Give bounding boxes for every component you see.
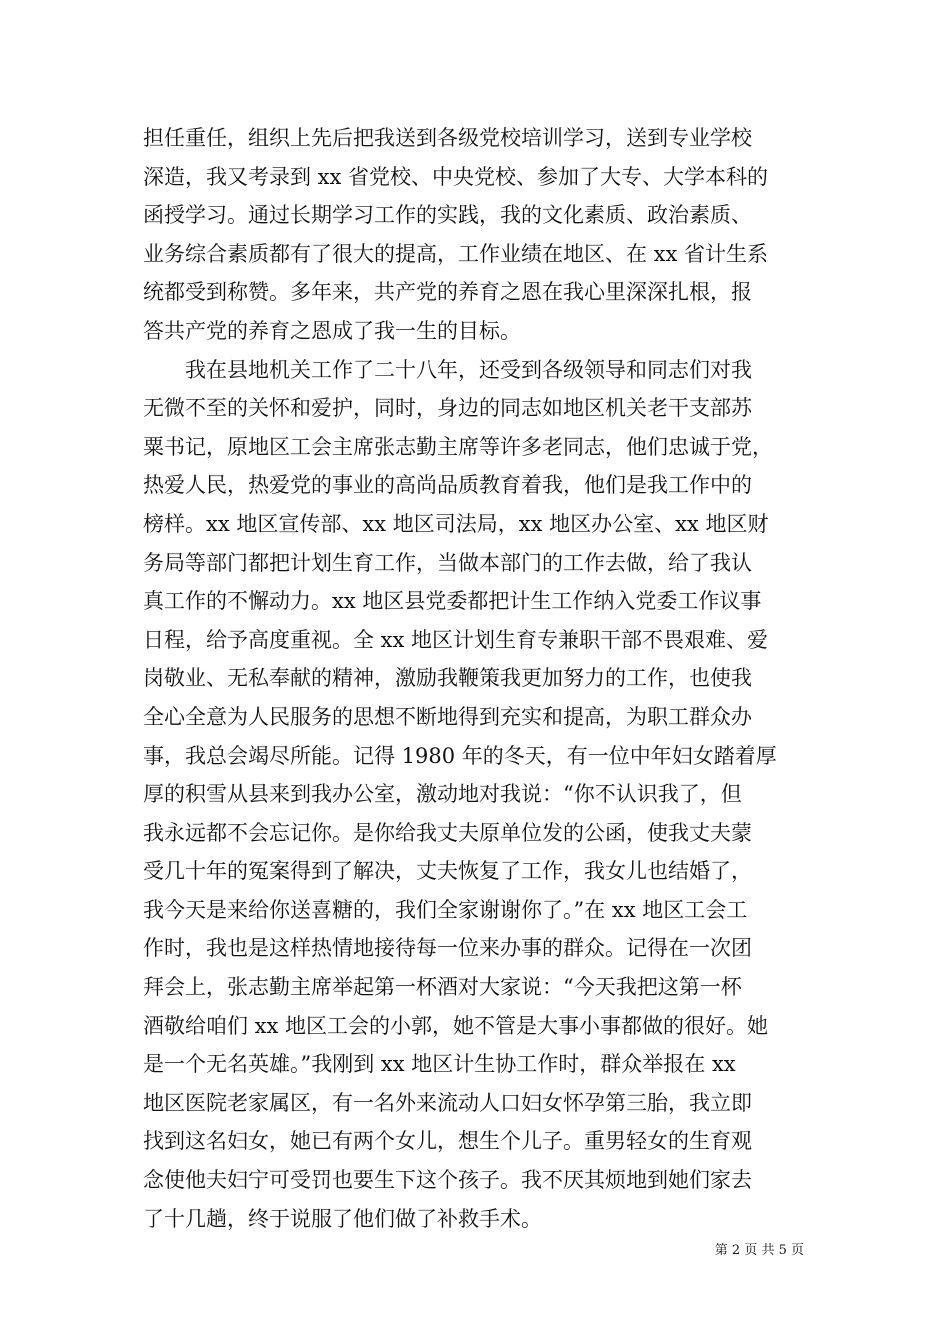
text-line: 函授学习。通过长期学习工作的实践，我的文化素质、政治素质、 [143, 203, 752, 228]
text-line: 找到这名妇女，她已有两个女儿，想生个儿子。重男轻女的生育观 [143, 1129, 752, 1154]
text-line: 事，我总会竭尽所能。记得 1980 年的冬天，有一位中年妇女踏着厚 [143, 743, 777, 768]
text-line: 作时，我也是这样热情地接待每一位来办事的群众。记得在一次团 [143, 936, 752, 961]
text-line: 业务综合素质都有了很大的提高，工作业绩在地区、在 xx 省计生系 [143, 241, 769, 266]
text-line: 热爱人民，热爱党的事业的高尚品质教育着我，他们是我工作中的 [143, 473, 752, 498]
text-line: 是一个无名英雄。”我刚到 xx 地区计生协工作时，群众举报在 xx [143, 1052, 736, 1077]
text-line: 粟书记，原地区工会主席张志勤主席等许多老同志，他们忠诚于党， [143, 434, 773, 459]
text-line: 真工作的不懈动力。xx 地区县党委都把计生工作纳入党委工作议事 [143, 589, 762, 614]
text-line: 酒敬给咱们 xx 地区工会的小郭，她不管是大事小事都做的很好。她 [143, 1013, 769, 1038]
text-line: 厚的积雪从县来到我办公室，激动地对我说：“你不认识我了，但 [143, 782, 742, 807]
paragraph [143, 351, 823, 1239]
text-line: 日程，给予高度重视。全 xx 地区计划生育专兼职干部不畏艰难、爱 [143, 627, 769, 652]
text-line: 答共产党的养育之恩成了我一生的目标。 [143, 318, 521, 343]
text-line: 念使他夫妇宁可受罚也要生下这个孩子。我不厌其烦地到她们家去 [143, 1168, 752, 1193]
text-line: 深造，我又考录到 xx 省党校、中央党校、参加了大专、大学本科的 [143, 164, 769, 189]
text-line: 拜会上，张志勤主席举起第一杯酒对大家说：“今天我把这第一杯 [143, 975, 742, 1000]
text-line: 担任重任，组织上先后把我送到各级党校培训学习，送到专业学校 [143, 126, 752, 150]
text-line: 我今天是来给你送喜糖的，我们全家谢谢你了。”在 xx 地区工会工 [143, 897, 748, 922]
text-line: 岗敬业、无私奉献的精神，激励我鞭策我更加努力的工作，也使我 [143, 666, 752, 691]
body-text [143, 119, 823, 1238]
text-line: 全心全意为人民服务的思想不断地得到充实和提高，为职工群众办 [143, 704, 752, 729]
text-line: 榜样。xx 地区宣传部、xx 地区司法局，xx 地区办公室、xx 地区财 [143, 511, 769, 536]
page-number: 第 2 页 共 5 页 [714, 1243, 804, 1258]
text-line: 无微不至的关怀和爱护，同时，身边的同志如地区机关老干支部苏 [143, 396, 752, 421]
text-line: 了十几趟，终于说服了他们做了补救手术。 [143, 1206, 542, 1231]
paragraph [143, 119, 823, 351]
text-line: 受几十年的冤案得到了解决，丈夫恢复了工作，我女儿也结婚了， [143, 859, 752, 884]
text-line: 务局等部门都把计划生育工作，当做本部门的工作去做，给了我认 [143, 550, 752, 575]
text-line: 地区医院老家属区，有一名外来流动人口妇女怀孕第三胎，我立即 [143, 1090, 752, 1115]
text-line: 我永远都不会忘记你。是你给我丈夫原单位发的公函，使我丈夫蒙 [143, 820, 752, 845]
text-line: 统都受到称赞。多年来，共产党的养育之恩在我心里深深扎根，报 [143, 280, 752, 305]
text-line: 我在县地机关工作了二十八年，还受到各级领导和同志们对我 [185, 357, 752, 382]
